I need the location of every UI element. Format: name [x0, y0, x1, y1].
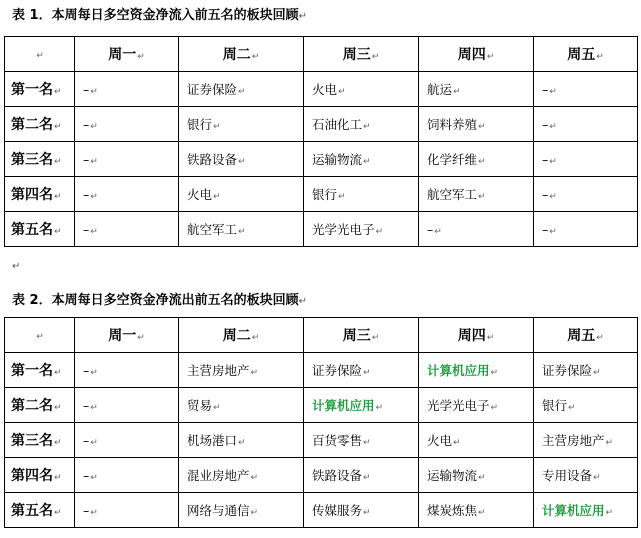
sector-cell	[419, 177, 534, 212]
sector-name: 航空军工	[427, 187, 478, 202]
sector-name: 铁路设备	[187, 152, 238, 167]
cell-end-mark-icon: ↵	[250, 473, 259, 483]
cell-end-mark-icon: ↵	[90, 507, 98, 518]
cell-end-mark-icon: ↵	[478, 508, 486, 518]
cell-end-mark-icon: ↵	[238, 438, 246, 448]
sector-cell	[419, 423, 534, 458]
cell-end-mark-icon: ↵	[54, 122, 62, 132]
cell-end-mark-icon: ↵	[36, 51, 44, 61]
rank-label: 第二名	[11, 117, 53, 133]
paragraph-mark-icon: ↵	[12, 261, 21, 272]
day-header	[75, 37, 179, 72]
sector-name: 证券保险	[312, 363, 363, 378]
cell-end-mark-icon: ↵	[490, 403, 499, 413]
cell-end-mark-icon: ↵	[363, 122, 371, 132]
cell-end-mark-icon: ↵	[486, 52, 495, 62]
sector-name: –	[83, 432, 90, 448]
sector-name: 银行	[187, 117, 213, 132]
rank-label: 第四名	[11, 187, 53, 203]
sector-name: 石油化工	[312, 117, 363, 132]
cell-end-mark-icon: ↵	[596, 52, 604, 62]
sector-cell	[419, 107, 534, 142]
sector-cell	[304, 142, 419, 177]
table1-caption-text: 表 1．本周每日多空资金净流入前五名的板块回顾	[12, 8, 299, 23]
cell-end-mark-icon: ↵	[363, 508, 371, 518]
cell-end-mark-icon: ↵	[137, 333, 145, 343]
cell-end-mark-icon: ↵	[375, 227, 384, 237]
sector-name: 饲料养殖	[427, 117, 478, 132]
cell-end-mark-icon: ↵	[486, 333, 495, 343]
cell-end-mark-icon: ↵	[213, 403, 221, 413]
corner-cell	[5, 37, 75, 72]
rank-cell	[5, 142, 75, 177]
rank-label: 第三名	[11, 433, 53, 449]
sector-cell	[534, 107, 638, 142]
cell-end-mark-icon: ↵	[54, 87, 62, 97]
cell-end-mark-icon: ↵	[605, 508, 614, 518]
sector-cell	[419, 458, 534, 493]
cell-end-mark-icon: ↵	[338, 192, 346, 202]
day-header-label: 周二	[222, 47, 251, 63]
sector-cell	[304, 177, 419, 212]
cell-end-mark-icon: ↵	[90, 367, 98, 378]
day-header-label: 周二	[222, 328, 251, 344]
table-row	[5, 458, 638, 493]
cell-end-mark-icon: ↵	[605, 438, 614, 448]
sector-name: 煤炭炼焦	[427, 503, 478, 518]
sector-name: –	[542, 186, 549, 202]
paragraph-mark-icon: ↵	[298, 296, 307, 307]
sector-name: 百货零售	[312, 433, 363, 448]
table-header-row	[5, 318, 638, 353]
day-header	[534, 37, 638, 72]
sector-cell	[534, 388, 638, 423]
rank-label: 第一名	[11, 82, 53, 98]
cell-end-mark-icon: ↵	[363, 157, 371, 167]
sector-name: –	[83, 186, 90, 202]
sector-cell	[179, 458, 304, 493]
cell-end-mark-icon: ↵	[549, 156, 557, 167]
sector-name: –	[427, 221, 434, 237]
day-header-label: 周五	[567, 328, 596, 344]
cell-end-mark-icon: ↵	[338, 87, 346, 97]
sector-cell	[75, 493, 179, 528]
day-header	[534, 318, 638, 353]
paragraph-mark-icon: ↵	[298, 11, 307, 22]
sector-cell	[304, 493, 419, 528]
sector-cell	[179, 72, 304, 107]
cell-end-mark-icon: ↵	[90, 226, 98, 237]
sector-cell	[304, 72, 419, 107]
day-header	[419, 37, 534, 72]
table-row	[5, 423, 638, 458]
cell-end-mark-icon: ↵	[478, 157, 486, 167]
sector-name: –	[83, 502, 90, 518]
cell-end-mark-icon: ↵	[568, 403, 576, 413]
table-row	[5, 107, 638, 142]
sector-name: 航运	[427, 82, 453, 97]
sector-cell	[534, 212, 638, 247]
sector-cell	[534, 493, 638, 528]
cell-end-mark-icon: ↵	[36, 332, 44, 342]
sector-cell	[534, 423, 638, 458]
cell-end-mark-icon: ↵	[593, 368, 601, 378]
sector-cell	[534, 177, 638, 212]
sector-name: 机场港口	[187, 433, 238, 448]
day-header-label: 周四	[457, 47, 486, 63]
sector-name: –	[83, 81, 90, 97]
sector-cell	[304, 107, 419, 142]
sector-cell	[304, 458, 419, 493]
sector-cell	[534, 353, 638, 388]
sector-cell	[304, 388, 419, 423]
sector-cell	[419, 493, 534, 528]
cell-end-mark-icon: ↵	[251, 52, 260, 62]
sector-name: 主营房地产	[542, 433, 605, 448]
cell-end-mark-icon: ↵	[363, 473, 371, 483]
rank-cell	[5, 493, 75, 528]
day-header	[179, 318, 304, 353]
sector-name: 混业房地产	[187, 468, 250, 483]
rank-label: 第一名	[11, 363, 53, 379]
cell-end-mark-icon: ↵	[250, 508, 259, 518]
rank-label: 第四名	[11, 468, 53, 484]
cell-end-mark-icon: ↵	[238, 87, 246, 97]
cell-end-mark-icon: ↵	[478, 192, 486, 202]
sector-cell	[534, 142, 638, 177]
day-header-label: 周三	[342, 47, 371, 63]
sector-cell	[75, 353, 179, 388]
cell-end-mark-icon: ↵	[363, 438, 371, 448]
sector-name: 专用设备	[542, 468, 593, 483]
table-row	[5, 142, 638, 177]
sector-cell	[419, 72, 534, 107]
cell-end-mark-icon: ↵	[478, 473, 486, 483]
cell-end-mark-icon: ↵	[90, 156, 98, 167]
table-row	[5, 493, 638, 528]
rank-cell	[5, 177, 75, 212]
cell-end-mark-icon: ↵	[490, 368, 499, 378]
corner-cell	[5, 318, 75, 353]
cell-end-mark-icon: ↵	[137, 52, 145, 62]
day-header	[304, 37, 419, 72]
rank-cell	[5, 388, 75, 423]
cell-end-mark-icon: ↵	[54, 403, 62, 413]
table-row	[5, 388, 638, 423]
sector-cell	[419, 353, 534, 388]
sector-cell	[75, 107, 179, 142]
sector-name-highlighted: 计算机应用	[427, 363, 490, 378]
sector-cell	[75, 212, 179, 247]
day-header-label: 周一	[108, 328, 137, 344]
cell-end-mark-icon: ↵	[54, 473, 62, 483]
sector-name: 网络与通信	[187, 503, 250, 518]
cell-end-mark-icon: ↵	[54, 227, 62, 237]
sector-name: –	[83, 151, 90, 167]
sector-cell	[179, 177, 304, 212]
day-header-label: 周一	[108, 47, 137, 63]
sector-name: 火电	[187, 187, 213, 202]
day-header	[75, 318, 179, 353]
day-header	[304, 318, 419, 353]
day-header-label: 周五	[567, 47, 596, 63]
sector-cell	[179, 388, 304, 423]
day-header-label: 周三	[342, 328, 371, 344]
cell-end-mark-icon: ↵	[90, 402, 98, 413]
cell-end-mark-icon: ↵	[213, 122, 221, 132]
sector-cell	[179, 423, 304, 458]
table1-caption	[12, 7, 307, 26]
rank-cell	[5, 423, 75, 458]
cell-end-mark-icon: ↵	[453, 438, 461, 448]
rank-cell	[5, 72, 75, 107]
sector-name: –	[83, 397, 90, 413]
table-row	[5, 177, 638, 212]
cell-end-mark-icon: ↵	[54, 508, 62, 518]
sector-cell	[179, 493, 304, 528]
sector-name: 证券保险	[187, 82, 238, 97]
rank-cell	[5, 107, 75, 142]
sector-cell	[75, 458, 179, 493]
sector-name: 航空军工	[187, 222, 238, 237]
sector-name: –	[542, 81, 549, 97]
cell-end-mark-icon: ↵	[478, 122, 486, 132]
table1-body	[5, 37, 638, 247]
sector-name: 银行	[542, 398, 568, 413]
sector-name: 光学光电子	[312, 222, 375, 237]
sector-name: –	[83, 362, 90, 378]
cell-end-mark-icon: ↵	[238, 227, 246, 237]
sector-name: 银行	[312, 187, 338, 202]
sector-name: 火电	[427, 433, 453, 448]
sector-cell	[179, 107, 304, 142]
sector-cell	[419, 212, 534, 247]
cell-end-mark-icon: ↵	[90, 86, 98, 97]
cell-end-mark-icon: ↵	[434, 226, 442, 237]
sector-name: 主营房地产	[187, 363, 250, 378]
rank-label: 第五名	[11, 222, 53, 238]
cell-end-mark-icon: ↵	[549, 191, 557, 202]
cell-end-mark-icon: ↵	[251, 333, 260, 343]
table2-outflow-top5	[4, 317, 638, 528]
table-row	[5, 212, 638, 247]
sector-cell	[534, 72, 638, 107]
sector-cell	[419, 388, 534, 423]
sector-name: 铁路设备	[312, 468, 363, 483]
cell-end-mark-icon: ↵	[90, 437, 98, 448]
sector-name: 光学光电子	[427, 398, 490, 413]
cell-end-mark-icon: ↵	[363, 368, 371, 378]
sector-cell	[75, 423, 179, 458]
sector-name: –	[83, 116, 90, 132]
cell-end-mark-icon: ↵	[549, 226, 557, 237]
rank-cell	[5, 353, 75, 388]
sector-cell	[75, 388, 179, 423]
sector-cell	[179, 142, 304, 177]
sector-cell	[179, 353, 304, 388]
cell-end-mark-icon: ↵	[54, 157, 62, 167]
day-header	[419, 318, 534, 353]
sector-name: –	[83, 221, 90, 237]
cell-end-mark-icon: ↵	[90, 191, 98, 202]
table2-caption-text: 表 2．本周每日多空资金净流出前五名的板块回顾	[12, 293, 299, 308]
table2-body	[5, 318, 638, 528]
cell-end-mark-icon: ↵	[596, 333, 604, 343]
sector-name: –	[542, 116, 549, 132]
cell-end-mark-icon: ↵	[54, 192, 62, 202]
rank-cell	[5, 458, 75, 493]
table-row	[5, 72, 638, 107]
sector-cell	[75, 72, 179, 107]
table1-inflow-top5	[4, 36, 638, 247]
cell-end-mark-icon: ↵	[90, 121, 98, 132]
cell-end-mark-icon: ↵	[213, 192, 221, 202]
sector-name: 化学纤维	[427, 152, 478, 167]
day-header-label: 周四	[457, 328, 486, 344]
sector-cell	[179, 212, 304, 247]
sector-name: 贸易	[187, 398, 213, 413]
cell-end-mark-icon: ↵	[238, 157, 246, 167]
cell-end-mark-icon: ↵	[549, 86, 557, 97]
sector-cell	[75, 177, 179, 212]
cell-end-mark-icon: ↵	[90, 472, 98, 483]
sector-cell	[304, 212, 419, 247]
sector-name: 运输物流	[312, 152, 363, 167]
cell-end-mark-icon: ↵	[250, 368, 259, 378]
cell-end-mark-icon: ↵	[593, 473, 601, 483]
cell-end-mark-icon: ↵	[371, 333, 380, 343]
sector-name: –	[83, 467, 90, 483]
sector-cell	[75, 142, 179, 177]
cell-end-mark-icon: ↵	[453, 87, 461, 97]
sector-name-highlighted: 计算机应用	[312, 398, 375, 413]
table-header-row	[5, 37, 638, 72]
cell-end-mark-icon: ↵	[549, 121, 557, 132]
sector-cell	[419, 142, 534, 177]
cell-end-mark-icon: ↵	[375, 403, 384, 413]
rank-label: 第五名	[11, 503, 53, 519]
sector-name: –	[542, 151, 549, 167]
sector-name: 火电	[312, 82, 338, 97]
table-row	[5, 353, 638, 388]
sector-name: 传媒服务	[312, 503, 363, 518]
sector-cell	[304, 423, 419, 458]
cell-end-mark-icon: ↵	[371, 52, 380, 62]
sector-cell	[534, 458, 638, 493]
cell-end-mark-icon: ↵	[54, 438, 62, 448]
sector-name: 运输物流	[427, 468, 478, 483]
rank-label: 第三名	[11, 152, 53, 168]
table2-caption	[12, 292, 307, 311]
sector-cell	[304, 353, 419, 388]
sector-name: –	[542, 221, 549, 237]
cell-end-mark-icon: ↵	[54, 368, 62, 378]
day-header	[179, 37, 304, 72]
rank-label: 第二名	[11, 398, 53, 414]
rank-cell	[5, 212, 75, 247]
sector-name: 证券保险	[542, 363, 593, 378]
sector-name-highlighted: 计算机应用	[542, 503, 605, 518]
